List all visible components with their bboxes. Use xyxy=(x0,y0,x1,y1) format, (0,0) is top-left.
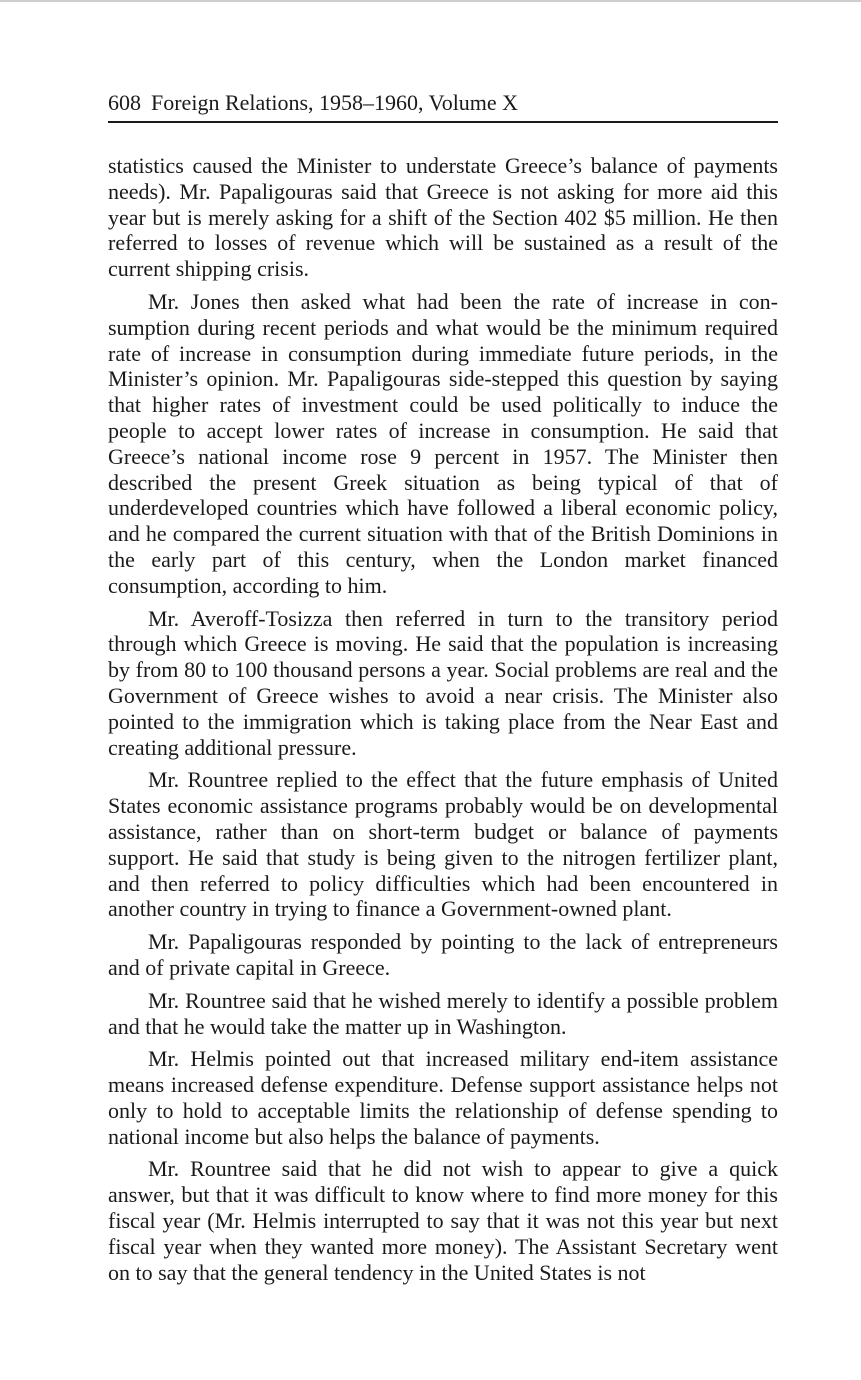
paragraph-rountree-problem: Mr. Rountree said that he wished merely to identify a possible problem and that he would take the matter up in Washington. xyxy=(108,987,778,1039)
paragraph-continued: statistics caused the Minister to understate Greece’s balance of payments needs). Mr. Papaligouras said that Greece is not asking for more aid this year but is merely asking for a shift of the Section 402 $5 million. He then referred to losses of revenue which will be sustained as a result of the current shipping crisis. xyxy=(108,153,778,282)
paragraph-rountree-answer: Mr. Rountree said that he did not wish to appear to give a quick answer, but that it was difficult to know where to find more money for this fiscal year (Mr. Helmis interrupted to say that it was not this year but next fiscal year when they wanted more money). The Assistant Secretary went on to say that the general tendency in the United States is not xyxy=(108,1156,778,1285)
document-page xyxy=(108,88,778,1292)
paragraph-averoff-tosizza: Mr. Averoff-Tosizza then referred in turn to the transitory period through which Greece is moving. He said that the population is increasing by from 80 to 100 thousand persons a year. Social problems are real and the Government of Greece wishes to avoid a near crisis. The Minister also pointed to the immigration which is taking place from the Near East and creating additional pressure. xyxy=(108,605,778,760)
paragraph-jones-question: Mr. Jones then asked what had been the rate of increase in consumption during recent periods and what would be the minimum required rate of increase in consumption during immediate future periods, in the Minister’s opinion. Mr. Papaligouras side-stepped this question by saying that higher rates of investment could be used politically to induce the people to accept lower rates of increase in consumption. He said that Greece’s national income rose 9 percent in 1957. The Minister then described the present Greek situation as being typical of that of underdeveloped countries which have followed a liberal economic policy, and he compared the current situation with that of the British Dominions in the early part of this century, when the London market financed consumption, according to him. xyxy=(108,288,778,598)
paragraph-helmis: Mr. Helmis pointed out that increased military end-item assistance means increased defense expenditure. Defense support assistance helps not only to hold to acceptable limits the relationship of defense spending to national income but also helps the balance of payments. xyxy=(108,1046,778,1149)
paragraph-rountree-reply: Mr. Rountree replied to the effect that the future emphasis of United States economic assistance programs probably would be on developmental assistance, rather than on short-term budget or balance of payments support. He said that study is being given to the nitrogen fertilizer plant, and then referred to policy difficulties which had been encountered in another country in trying to finance a Government-owned plant. xyxy=(108,767,778,922)
running-header xyxy=(108,88,778,123)
publication-title: Foreign Relations, 1958–1960, Volume X xyxy=(151,90,519,115)
page-number: 608 xyxy=(108,90,141,115)
scan-top-edge xyxy=(0,0,861,2)
paragraph-papaligouras-response: Mr. Papaligouras responded by pointing to the lack of entrepreneurs and of private capital in Greece. xyxy=(108,929,778,980)
body-text xyxy=(108,153,778,1285)
